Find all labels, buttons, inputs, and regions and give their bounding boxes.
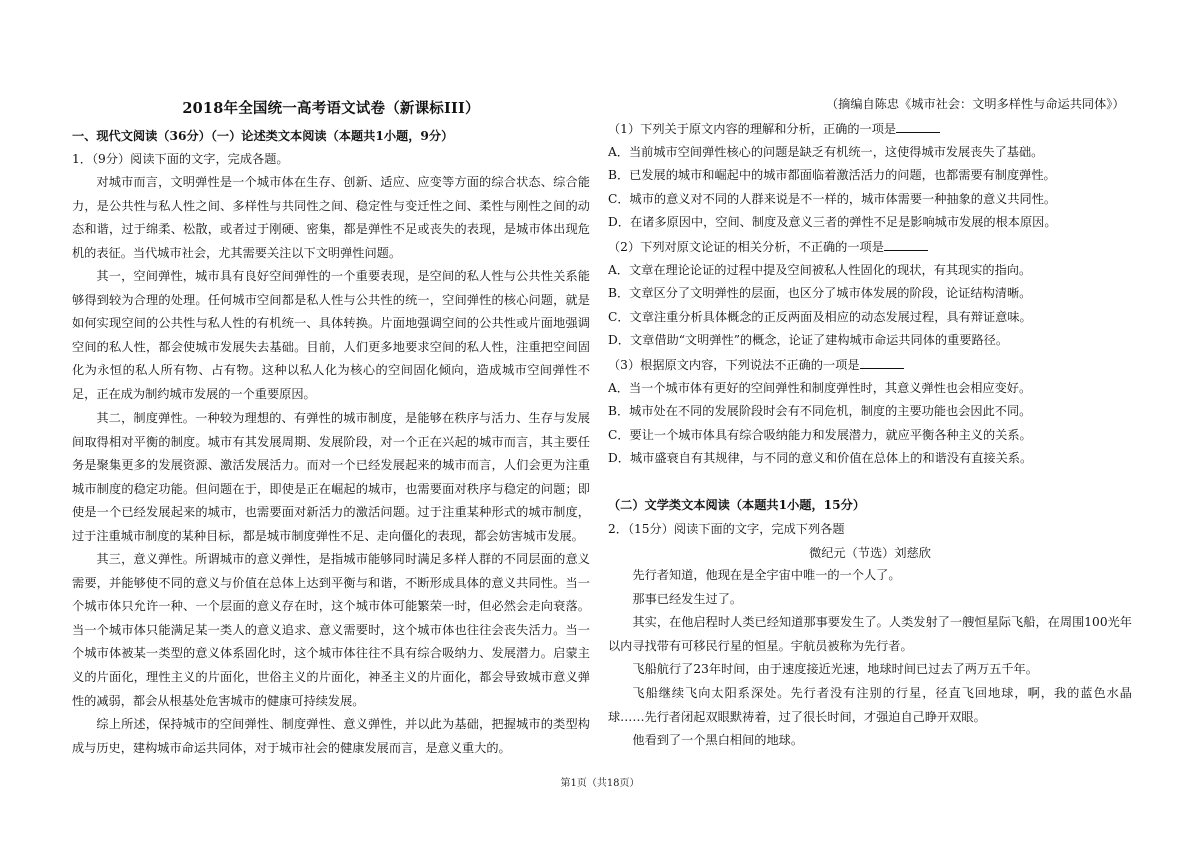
answer-blank — [884, 238, 928, 251]
passage-paragraph-4: 其三，意义弹性。所谓城市的意义弹性，是指城市能够同时满足多样人群的不同层面的意义需要，并能够使不同的意义与价值在总体上达到平衡与和谐，不断形成具体的意义共同性。当一个城市体只允许一种、一个层面的意义存在时，这个城市体可能繁荣一时，但必然会走向衰落。当一个城市体只能满足某一类人的意义追求、意义需要时，这个城市体也往往会丧失活力。当一个城市体被某一类型的意义体系固化时，这个城市体往往不具有综合吸纳力、发展潜力。启蒙主义的片面化，理性主义的片面化，世俗主义的片面化，神圣主义的片面化，都会导致城市意义弹性的减弱，都会从根基处危害城市的健康可持续发展。 — [72, 552, 590, 708]
section1-heading: 一、现代文阅读（36分）（一）论述类文本阅读（本题共1小题，9分） — [72, 129, 454, 143]
question-3-option-b: B．城市处在不同的发展阶段时会有不同危机，制度的主要功能也会因此不同。 — [608, 404, 1032, 418]
question-1-stem — [608, 120, 940, 137]
story-paragraph-1: 先行者知道，他现在是全宇宙中唯一的一个人了。 — [632, 568, 901, 582]
question-3-stem — [608, 356, 904, 373]
question-1-option-b: B．已发展的城市和崛起中的城市都面临着激活活力的问题，也都需要有制度弹性。 — [608, 168, 1056, 182]
question-3-option-d: D．城市盛衰自有其规律，与不同的意义和价值在总体上的和谐没有直接关系。 — [608, 451, 1033, 465]
passage-paragraph-5: 综上所述，保持城市的空间弹性、制度弹性、意义弹性，并以此为基础，把握城市的类型构成与历史，建构城市命运共同体，对于城市社会的健康发展而言，是意义重大的。 — [72, 717, 590, 755]
question1-intro: 1．（9分）阅读下面的文字，完成各题。 — [72, 152, 289, 166]
page-footer: 第1页（共18页） — [560, 778, 640, 789]
section2-heading: （二）文学类文本阅读（本题共1小题，15分） — [608, 498, 866, 512]
question-3-option-c: C．要让一个城市体具有综合吸纳能力和发展潜力，就应平衡各种主义的关系。 — [608, 428, 1032, 442]
story-paragraph-3: 其实，在他启程时人类已经知道那事要发生了。人类发射了一艘恒星际飞船，在周围100光年以内寻找带有可移民行星的恒星。宇航员被称为先行者。 — [608, 615, 1132, 653]
question-2-option-d: D．文章借助“文明弹性”的概念，论证了建构城市命运共同体的重要路径。 — [608, 333, 1009, 347]
question-2-option-c: C．文章注重分析具体概念的正反两面及相应的动态发展过程，具有辩证意味。 — [608, 310, 1032, 324]
story-paragraph-5: 飞船继续飞向太阳系深处。先行者没有注别的行星，径直飞回地球，啊，我的蓝色水晶球……先行者闭起双眼默祷着，过了很长时间，才强迫自己睁开双眼。 — [608, 686, 1132, 724]
page-title: 2018年全国统一高考语文试卷（新课标III） — [182, 100, 480, 117]
question-1-option-a: A．当前城市空间弹性核心的问题是缺乏有机统一，这使得城市发展丧失了基础。 — [608, 145, 1044, 159]
question-1-text: （1）下列关于原文内容的理解和分析，正确的一项是 — [608, 122, 897, 136]
question-2-option-b: B．文章区分了文明弹性的层面，也区分了城市体发展的阶段，论证结构清晰。 — [608, 286, 1032, 300]
source-citation: （摘编自陈忠《城市社会：文明多样性与命运共同体》） — [826, 97, 1125, 111]
question-1-option-d: D．在诸多原因中，空间、制度及意义三者的弹性不足是影响城市发展的根本原因。 — [608, 215, 1057, 229]
story-title: 微纪元（节选）刘慈欣 — [809, 546, 931, 560]
answer-blank — [860, 356, 904, 369]
passage-paragraph-1: 对城市而言，文明弹性是一个城市体在生存、创新、适应、应变等方面的综合状态、综合能力，是公共性与私人性之间、多样性与共同性之间、稳定性与变迁性之间、柔性与刚性之间的动态和谐，过于绵柔、松散，或者过于刚硬、密集，都是弹性不足或丧失的表现，是城市体出现危机的表征。当代城市社会，尤其需要关注以下文明弹性问题。 — [72, 175, 590, 260]
passage-paragraph-2: 其一，空间弹性，城市具有良好空间弹性的一个重要表现，是空间的私人性与公共性关系能够得到较为合理的处理。任何城市空间都是私人性与公共性的统一，空间弹性的核心问题，就是如何实现空间的公共性与私人性的有机统一、具体转换。片面地强调空间的公共性或片面地强调空间的私人性，都会使城市发展失去基础。目前，人们更多地要求空间的私人性，注重把空间固化为永恒的私人所有物、占有物。这种以私人化为核心的空间固化倾向，造成城市空间弹性不足，正在成为制约城市发展的一个重要原因。 — [72, 269, 590, 401]
story-paragraph-6: 他看到了一个黑白相间的地球。 — [632, 733, 804, 747]
question-1-option-c: C．城市的意义对不同的人群来说是不一样的，城市体需要一种抽象的意义共同性。 — [608, 192, 1057, 206]
answer-blank — [896, 120, 940, 133]
question-2-stem — [608, 238, 928, 255]
story-paragraph-4: 飞船航行了23年时间，由于速度接近光速，地球时间已过去了两万五千年。 — [632, 662, 1038, 676]
passage-paragraph-3: 其二，制度弹性。一种较为理想的、有弹性的城市制度，是能够在秩序与活力、生存与发展间取得相对平衡的制度。城市有其发展周期、发展阶段，对一个正在兴起的城市而言，其主要任务是聚集更多的发展资源、激活发展活力。而对一个已经发展起来的城市而言，人们会更为注重城市制度的稳定功能。但问题在于，即使是正在崛起的城市，也需要面对秩序与稳定的问题；即使是一个已经发展起来的城市，也需要面对新活力的激活问题。过于注重某种形式的城市制度，过于注重城市制度的某种目标，都是城市制度弹性不足、走向僵化的表现，都会妨害城市发展。 — [72, 411, 590, 543]
question-3-text: （3）根据原文内容，下列说法不正确的一项是 — [608, 358, 860, 372]
question-3-option-a: A．当一个城市体有更好的空间弹性和制度弹性时，其意义弹性也会相应变好。 — [608, 381, 1032, 395]
question2-intro: 2．（15分）阅读下面的文字，完成下列各题 — [608, 522, 845, 536]
question-2-text: （2）下列对原文论证的相关分析，不正确的一项是 — [608, 240, 884, 254]
question-2-option-a: A．文章在理论论证的过程中提及空间被私人性固化的现状，有其现实的指向。 — [608, 263, 1032, 277]
story-paragraph-2: 那事已经发生过了。 — [632, 592, 743, 606]
